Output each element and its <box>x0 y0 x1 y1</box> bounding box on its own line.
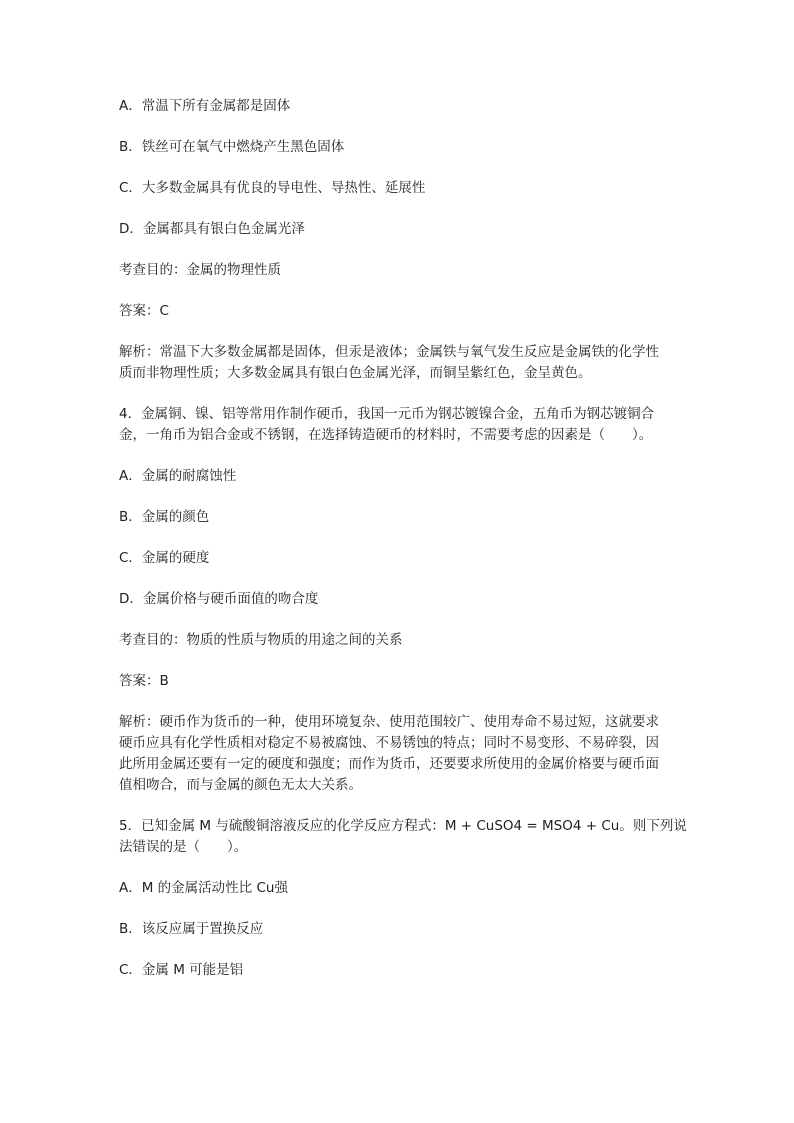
q4-stem-line: 4．金属铜、镍、铝等常用作制作硬币，我国一元币为钢芯镀镍合金，五角币为钢芯镀铜合 <box>119 406 655 422</box>
q5-option-c: C．金属 M 可能是铝 <box>119 962 244 978</box>
q4-analysis <box>119 712 679 796</box>
q3-analysis <box>119 342 679 384</box>
q3-option-c: C．大多数金属具有优良的导电性、导热性、延展性 <box>119 180 426 196</box>
q4-answer: 答案：B <box>119 673 169 689</box>
q4-option-b: B．金属的颜色 <box>119 509 210 525</box>
q4-analysis-line: 硬币应具有化学性质相对稳定不易被腐蚀、不易锈蚀的特点；同时不易变形、不易碎裂，因 <box>119 735 659 751</box>
q4-stem <box>119 404 679 446</box>
q5-stem-line: 法错误的是（ ）。 <box>119 839 248 855</box>
q4-analysis-line: 解析：硬币作为货币的一种，使用环境复杂、使用范围较广、使用寿命不易过短，这就要求 <box>119 714 659 730</box>
q3-option-d: D．金属都具有银白色金属光泽 <box>119 221 305 237</box>
q4-stem-line: 金，一角币为铝合金或不锈钢，在选择铸造硬币的材料时，不需要考虑的因素是（ ）。 <box>119 427 653 443</box>
q4-purpose: 考查目的：物质的性质与物质的用途之间的关系 <box>119 632 403 648</box>
q4-option-c: C．金属的硬度 <box>119 550 210 566</box>
q4-analysis-line: 值相吻合，而与金属的颜色无太大关系。 <box>119 777 362 793</box>
q3-analysis-line: 解析：常温下大多数金属都是固体，但汞是液体；金属铁与氧气发生反应是金属铁的化学性 <box>119 344 659 360</box>
q4-analysis-line: 此所用金属还要有一定的硬度和强度；而作为货币，还要要求所使用的金属价格要与硬币面 <box>119 756 659 772</box>
q4-option-a: A．金属的耐腐蚀性 <box>119 468 237 484</box>
q5-option-b: B．该反应属于置换反应 <box>119 921 264 937</box>
document-page <box>119 96 687 1001</box>
q5-stem <box>119 816 687 858</box>
q3-purpose: 考查目的：金属的物理性质 <box>119 262 281 278</box>
q3-answer: 答案：C <box>119 303 169 319</box>
q4-option-d: D．金属价格与硬币面值的吻合度 <box>119 591 319 607</box>
q3-analysis-line: 质而非物理性质；大多数金属具有银白色金属光泽，而铜呈紫红色，金呈黄色。 <box>119 365 592 381</box>
q3-option-a: A．常温下所有金属都是固体 <box>119 98 291 114</box>
q5-option-a: A．M 的金属活动性比 Cu强 <box>119 880 288 896</box>
q5-stem-line: 5．已知金属 M 与硫酸铜溶液反应的化学反应方程式：M + CuSO4 = MSO4 + Cu。则下列说 <box>119 818 687 834</box>
q3-option-b: B．铁丝可在氧气中燃烧产生黑色固体 <box>119 139 345 155</box>
